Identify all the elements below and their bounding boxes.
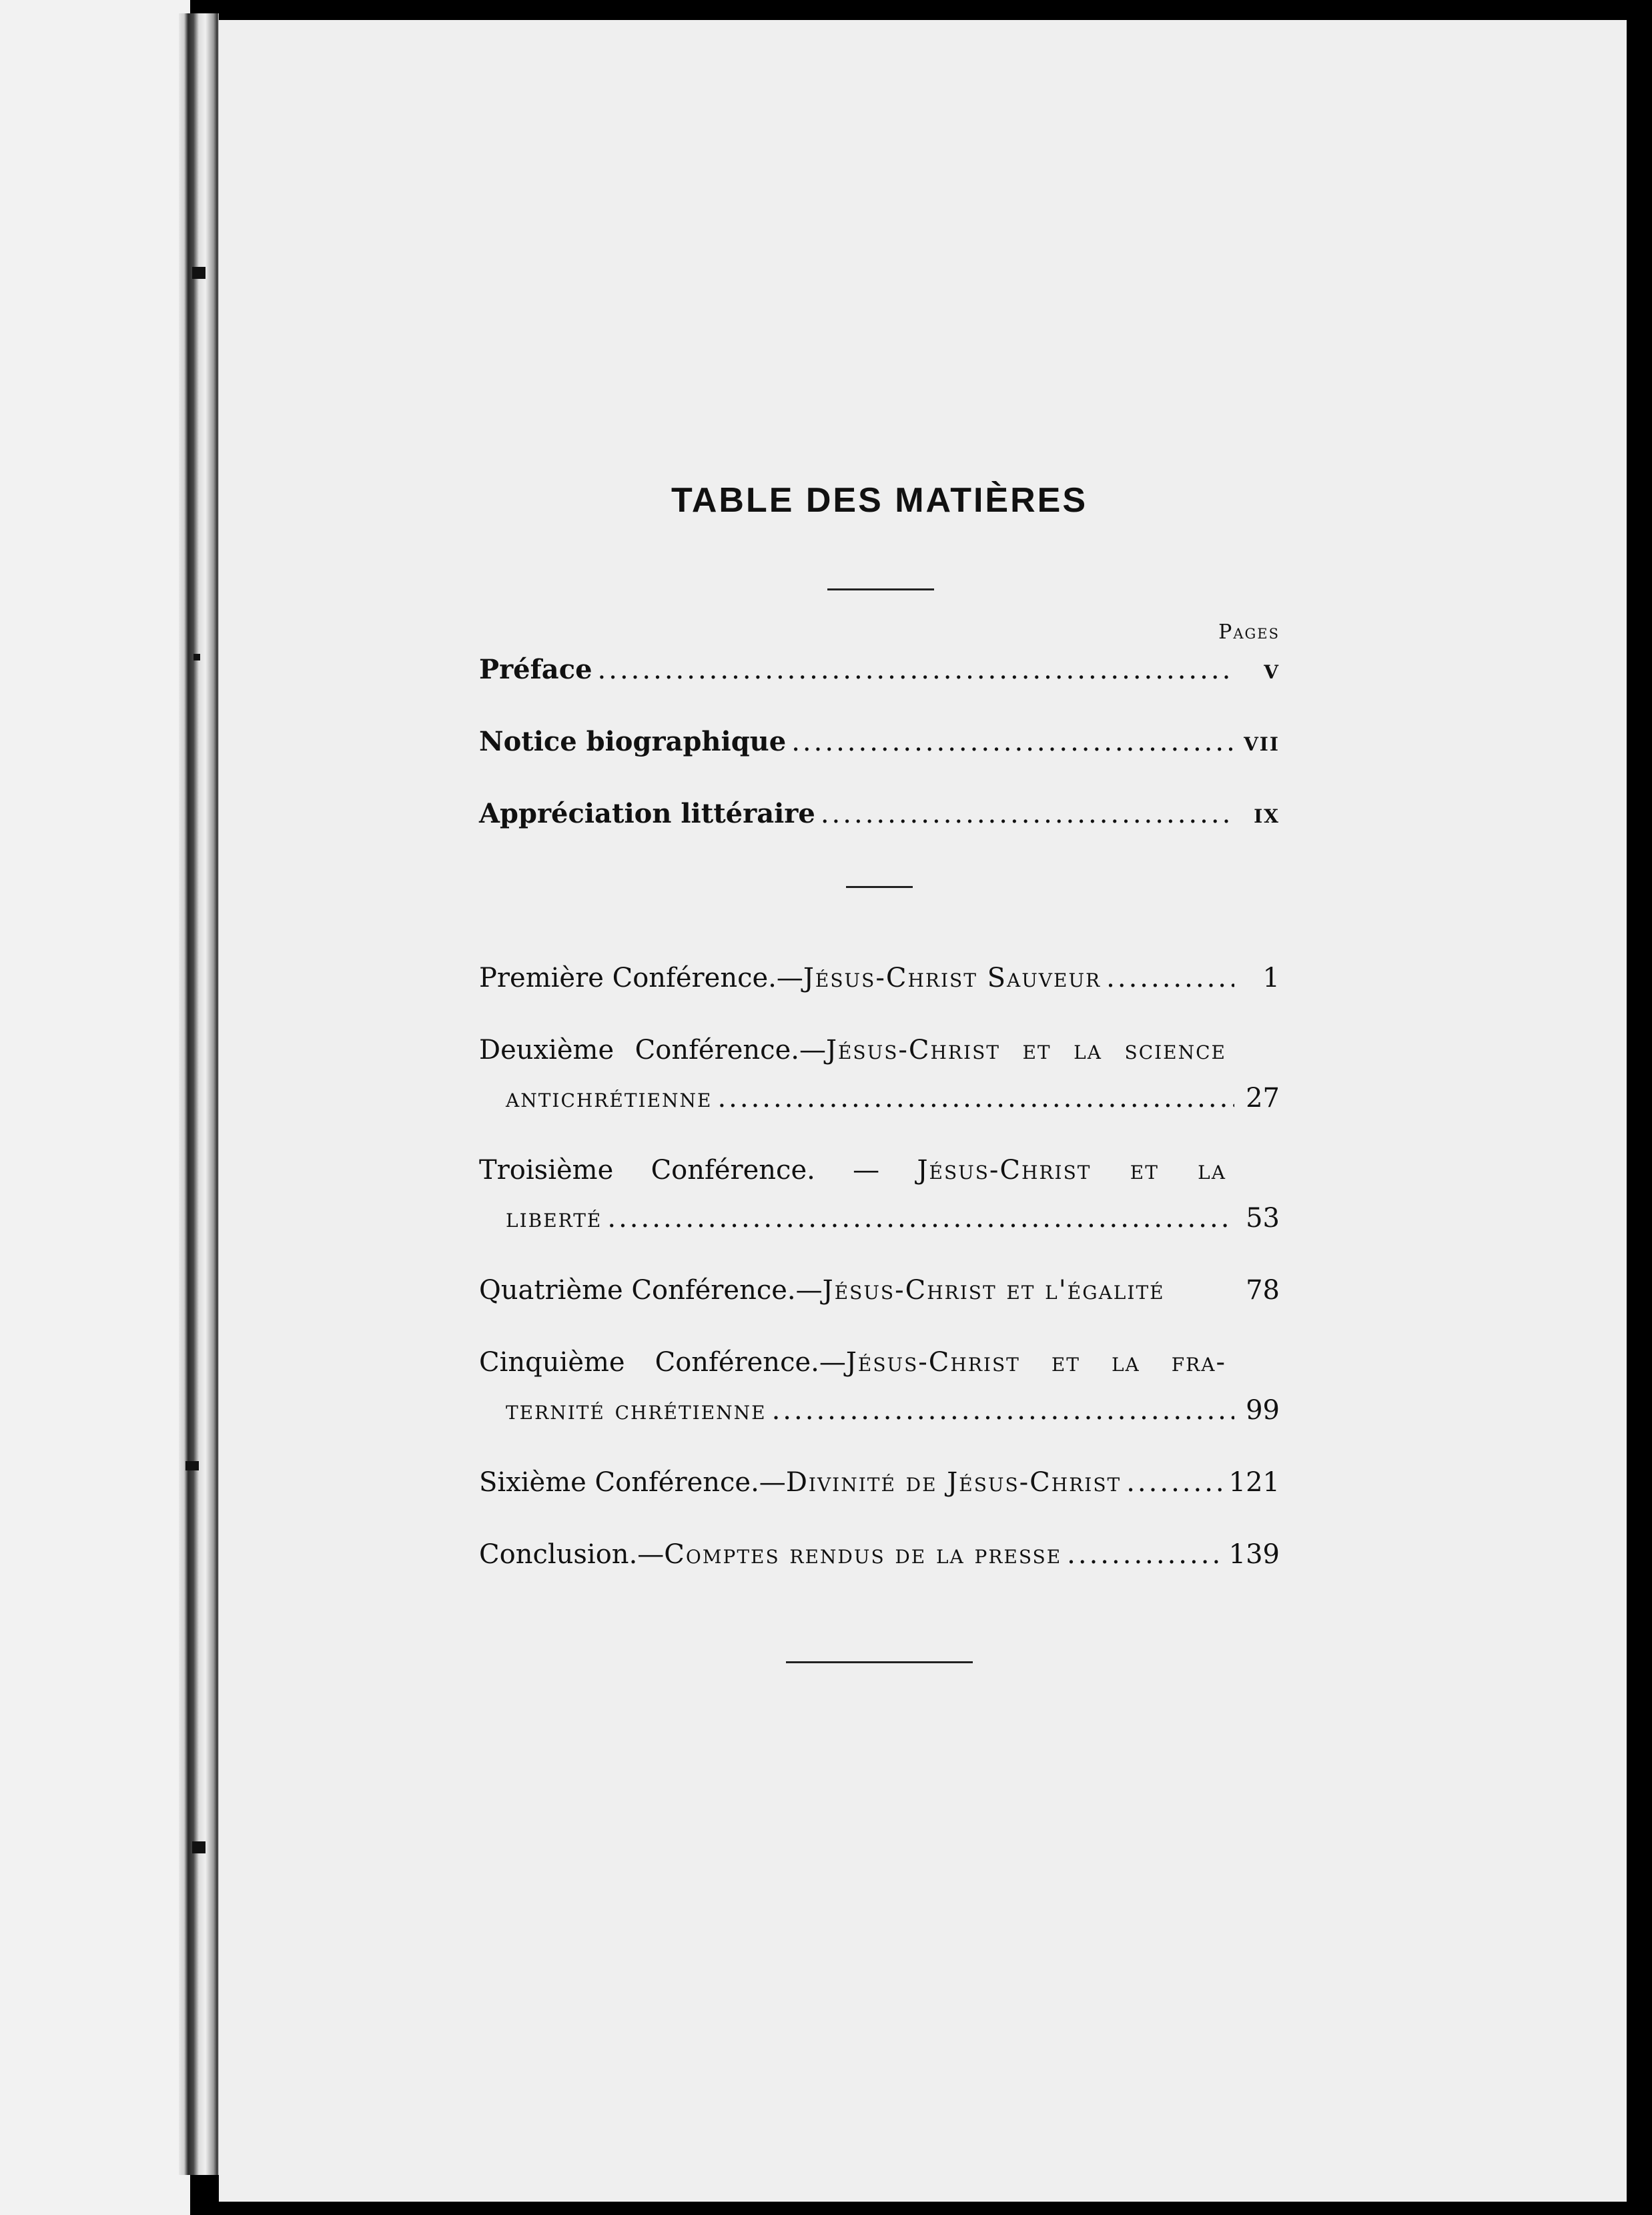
- entry-subject: Divinité de Jésus-Christ: [785, 1467, 1122, 1498]
- entry-title: Préface: [479, 654, 592, 685]
- dot-leader: [1126, 1466, 1223, 1498]
- entry-head: Première Conférence.—: [479, 963, 803, 993]
- dot-leader: [1106, 962, 1234, 994]
- entry-page: 27: [1246, 1083, 1280, 1114]
- toc-entry-conference-3-line1: [479, 1154, 1226, 1186]
- toc-entry-conference-2-line1: [479, 1034, 1226, 1066]
- entry-subject: Jésus-Christ et l'égalité: [822, 1275, 1165, 1306]
- dot-leader: [607, 1202, 1234, 1234]
- spine-mark: [192, 1841, 205, 1853]
- toc-entry-conclusion: [479, 1538, 1280, 1571]
- dot-leader: [821, 798, 1234, 830]
- entry-head: Troisième Conférence. —: [479, 1155, 880, 1186]
- toc-entry-notice: [479, 726, 1280, 758]
- entry-title: Notice biographique: [479, 726, 787, 757]
- entry-page: 78: [1246, 1275, 1280, 1306]
- entry-page: ix: [1254, 798, 1280, 829]
- book-spine: [179, 13, 219, 2175]
- book-page: [219, 20, 1627, 2202]
- entry-head: Conclusion.—: [479, 1539, 665, 1570]
- spine-mark: [193, 654, 200, 660]
- toc-entry-conference-5-line1: [479, 1346, 1226, 1378]
- toc-entry-conference-1: [479, 962, 1280, 994]
- entry-page: 139: [1228, 1539, 1280, 1570]
- entry-page: v: [1264, 654, 1280, 685]
- entry-head: Cinquième Conférence.—: [479, 1347, 846, 1378]
- toc-entry-conference-2-line2: [479, 1082, 1280, 1114]
- entry-head: Deuxième Conférence.—: [479, 1035, 826, 1065]
- entry-subject: Jésus-Christ Sauveur: [803, 963, 1102, 993]
- spine-mark: [192, 267, 205, 279]
- closing-rule: [786, 1661, 973, 1663]
- title-rule: [827, 588, 934, 590]
- dot-leader: [772, 1394, 1234, 1426]
- entry-subject: Jésus-Christ et la science: [825, 1035, 1226, 1065]
- toc-entry-conference-3-line2: [479, 1202, 1280, 1234]
- entry-subject: Jésus-Christ et la: [917, 1155, 1226, 1186]
- toc-entry-conference-5-line2: [479, 1394, 1280, 1426]
- entry-subject: Comptes rendus de la presse: [664, 1539, 1062, 1570]
- pages-column-label: Pages: [1218, 620, 1280, 644]
- toc-entry-conference-4: [479, 1274, 1280, 1306]
- entry-page: 1: [1262, 963, 1280, 993]
- dot-leader: [1067, 1538, 1223, 1571]
- section-rule: [846, 886, 913, 888]
- entry-page: vii: [1244, 726, 1280, 757]
- toc-entry-appreciation: [479, 798, 1280, 830]
- entry-subject-continued: ternité chrétienne: [506, 1395, 767, 1426]
- entry-subject: Jésus-Christ et la fra-: [845, 1347, 1226, 1378]
- entry-subject-continued: antichrétienne: [506, 1083, 713, 1114]
- spine-mark: [185, 1461, 199, 1470]
- entry-title: Appréciation littéraire: [479, 798, 815, 829]
- dot-leader: [717, 1082, 1234, 1114]
- entry-page: 53: [1246, 1203, 1280, 1234]
- entry-head: Sixième Conférence.—: [479, 1467, 786, 1498]
- page-title: TABLE DES MATIÈRES: [671, 481, 1088, 520]
- entry-page: 99: [1246, 1395, 1280, 1426]
- entry-subject-continued: liberté: [506, 1203, 602, 1234]
- entry-page: 121: [1228, 1467, 1280, 1498]
- facing-page: [0, 0, 190, 2215]
- dot-leader: [791, 726, 1234, 758]
- entry-head: Quatrième Conférence.—: [479, 1275, 823, 1306]
- toc-entry-preface: [479, 654, 1280, 686]
- dot-leader: [598, 654, 1234, 686]
- toc-entry-conference-6: [479, 1466, 1280, 1498]
